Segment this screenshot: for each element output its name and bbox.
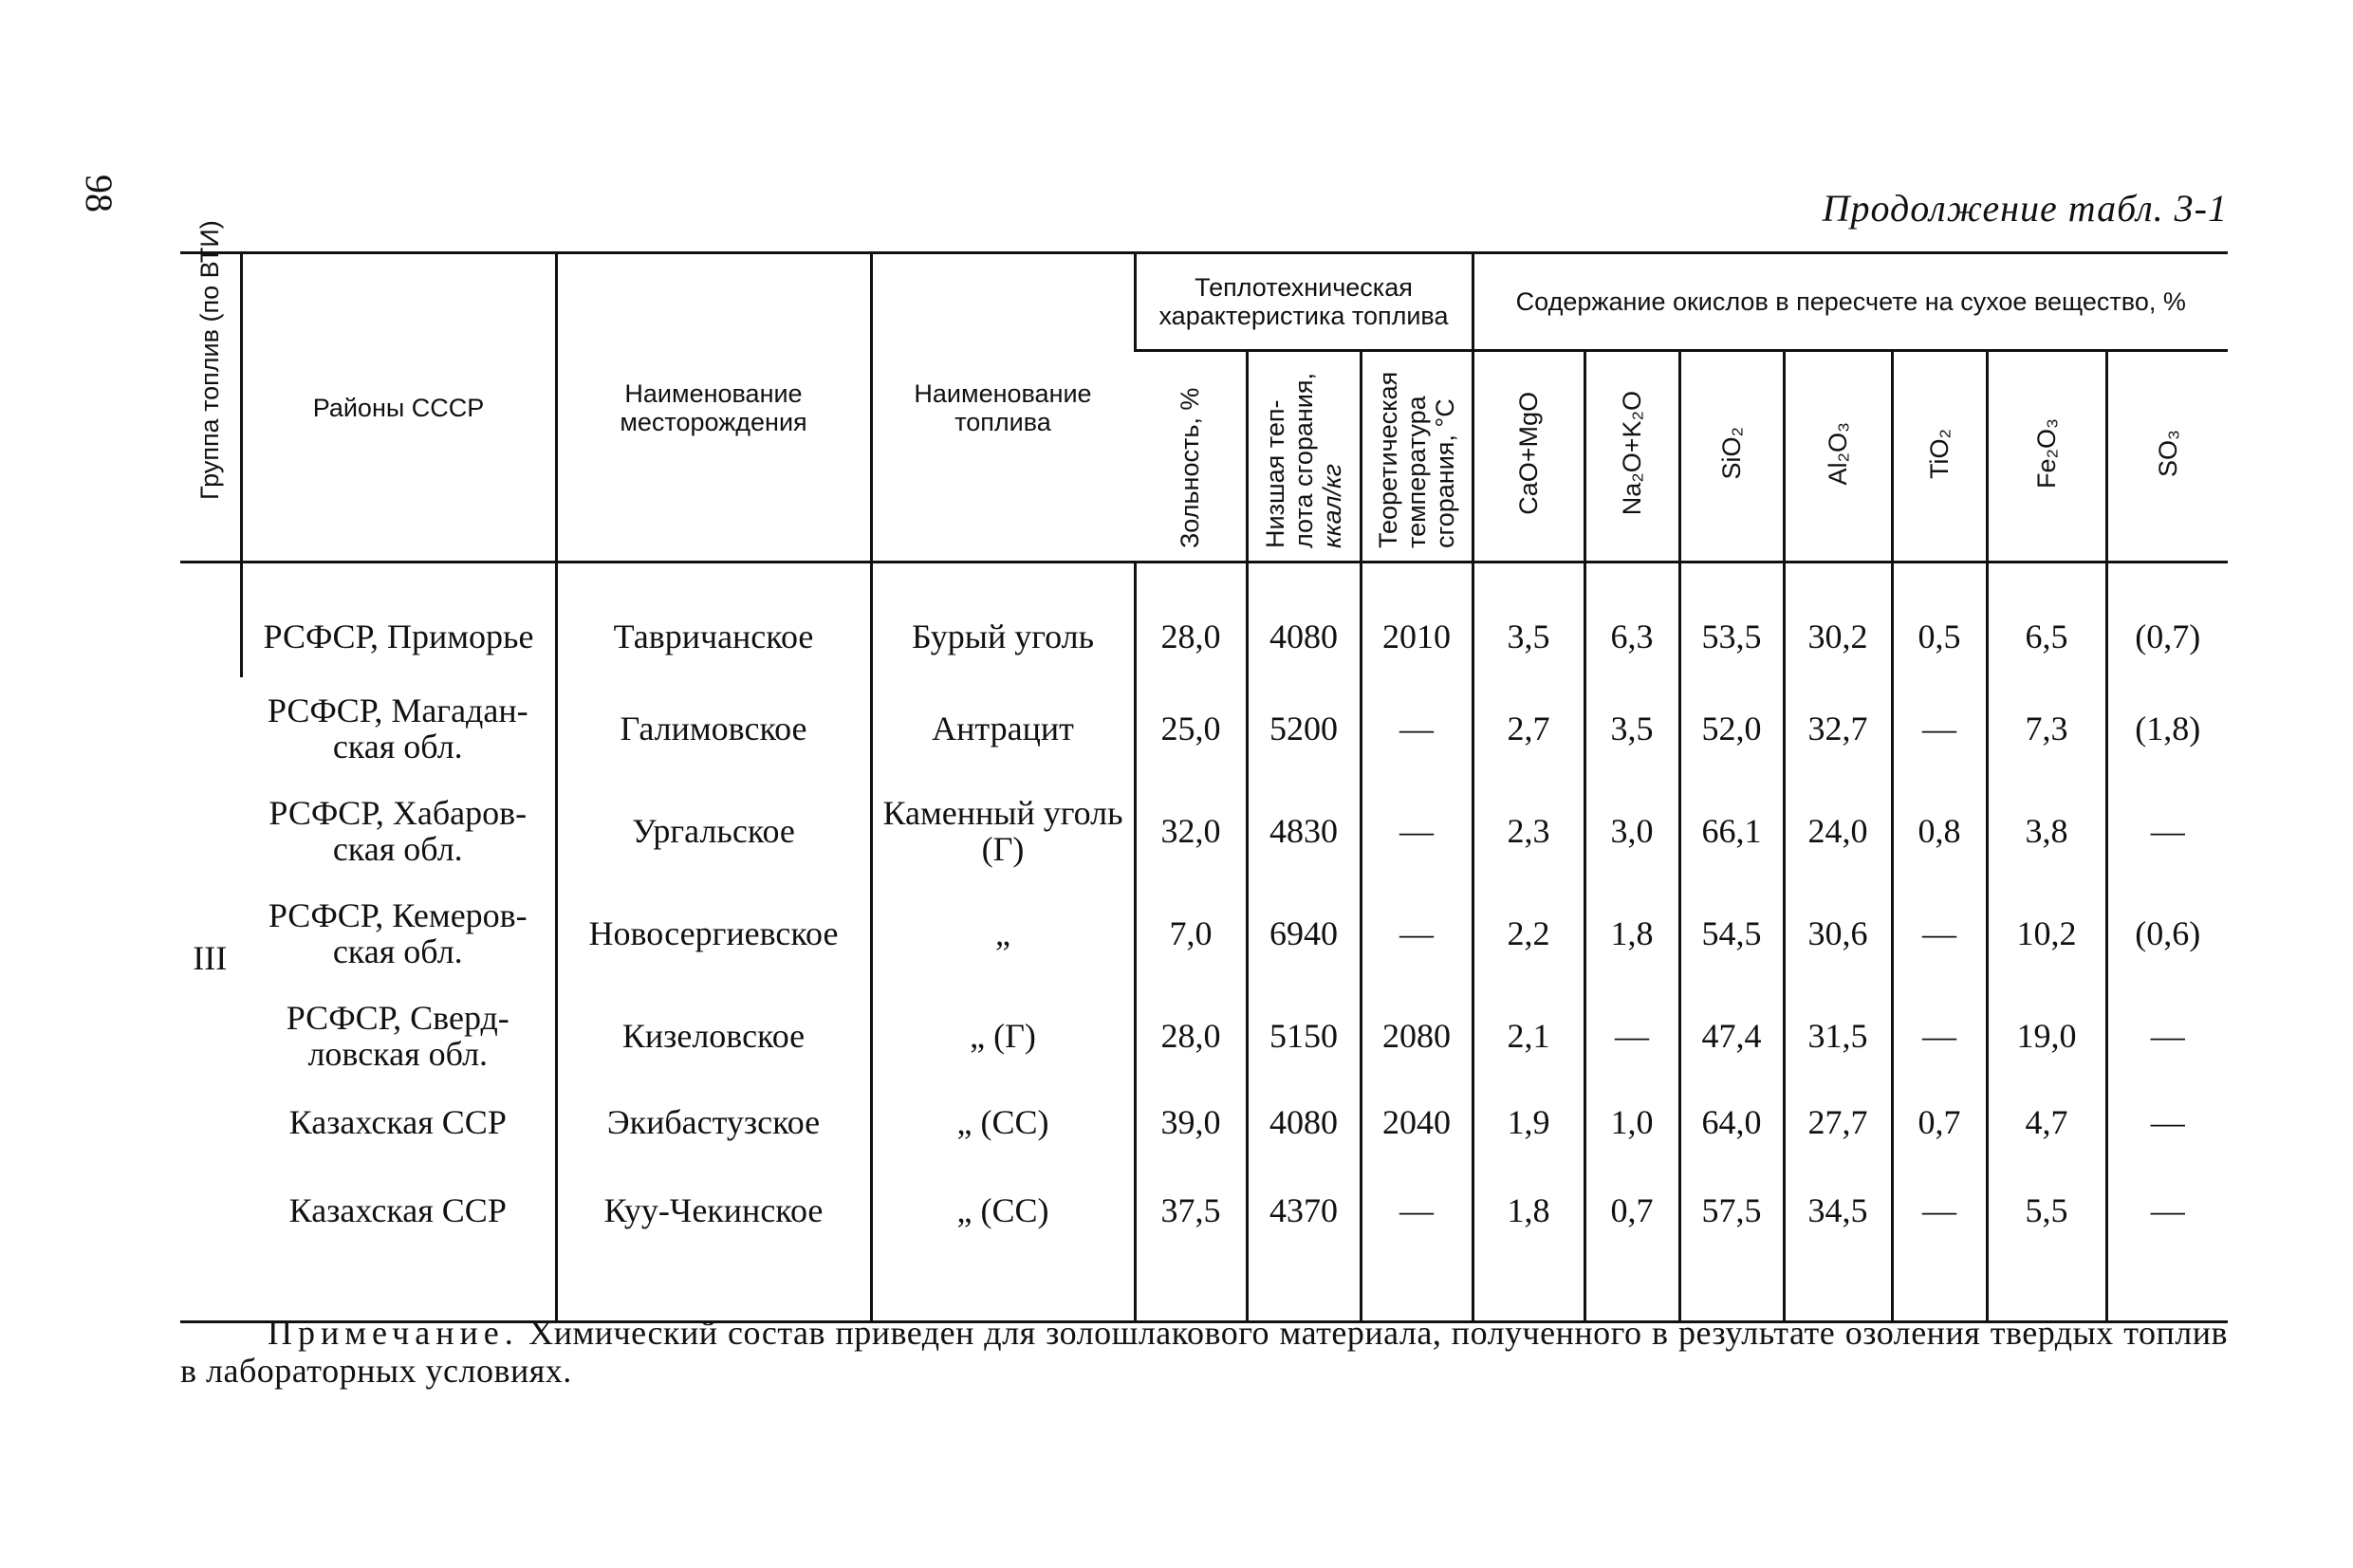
oxide-cell: 0,7 [1584, 1157, 1679, 1322]
header-thermal-group: Теплотехническая характеристика топлива [1135, 253, 1473, 351]
region-cell: Казахская ССР [288, 1103, 507, 1141]
fuel-cell: „ (Г) [871, 985, 1135, 1087]
fuel-cell: Бурый уголь [871, 563, 1135, 678]
oxide-cell: 27,7 [1784, 1087, 1892, 1157]
oxide-cell: 53,5 [1679, 563, 1784, 678]
oxide-cell: 57,5 [1679, 1157, 1784, 1322]
header-oxide [1892, 351, 1987, 563]
oxide-cell: 2,7 [1473, 677, 1584, 780]
table-row [180, 677, 2228, 780]
oxide-cell: 47,4 [1679, 985, 1784, 1087]
oxide-cell: — [2106, 1157, 2228, 1322]
note-text: Химический состав приведен для золошлакового материала, полученного в результате озоления твердых топлив в лабораторных условиях. [180, 1314, 2228, 1390]
fuel-cell: „ [871, 882, 1135, 985]
header-oxide-label: Fe₂O₃ [2032, 418, 2061, 489]
temp-cell: 2040 [1361, 1087, 1473, 1157]
oxide-cell: 4,7 [1987, 1087, 2106, 1157]
header-heat-line2: лота сгорания, [1289, 373, 1318, 548]
oxide-cell: (1,8) [2106, 677, 2228, 780]
heat-cell: 4370 [1247, 1157, 1361, 1322]
header-group-label: Группа топлив (по ВТИ) [195, 219, 225, 500]
table-row [180, 985, 2228, 1087]
heat-cell: 6940 [1247, 882, 1361, 985]
header-oxide-label: CaO+MgO [1514, 392, 1543, 515]
heat-cell: 4080 [1247, 1087, 1361, 1157]
header-deposit: Наименование месторождения [556, 253, 871, 563]
fuel-cell: „ (СС) [871, 1157, 1135, 1322]
header-temp-line1: Теоретическая [1374, 371, 1402, 548]
deposit-cell: Галимовское [556, 677, 871, 780]
oxide-cell: 32,7 [1784, 677, 1892, 780]
ash-cell: 28,0 [1135, 985, 1247, 1087]
oxide-cell: 1,8 [1473, 1157, 1584, 1322]
oxide-cell: 10,2 [1987, 882, 2106, 985]
temp-cell: — [1361, 780, 1473, 882]
fuel-cell: Антрацит [871, 677, 1135, 780]
ash-cell: 39,0 [1135, 1087, 1247, 1157]
header-ash-label: Зольность, % [1176, 387, 1205, 548]
oxide-cell: — [1892, 677, 1987, 780]
header-oxide-label: Na₂O+K₂O [1618, 391, 1646, 516]
table-row [180, 1087, 2228, 1157]
table-note [180, 1314, 2228, 1390]
heat-cell: 5200 [1247, 677, 1361, 780]
oxide-cell: 1,9 [1473, 1087, 1584, 1157]
oxide-cell: (0,7) [2106, 563, 2228, 678]
header-heat-line1: Низшая теп- [1261, 399, 1289, 548]
oxide-cell: — [1892, 882, 1987, 985]
header-oxide-label: SO₃ [2153, 429, 2182, 477]
oxide-cell: 1,8 [1584, 882, 1679, 985]
ash-cell: 7,0 [1135, 882, 1247, 985]
oxide-cell: 3,8 [1987, 780, 2106, 882]
header-oxide [1679, 351, 1784, 563]
header-temp-line2: температура [1402, 396, 1431, 548]
table-row [180, 1157, 2228, 1322]
oxide-cell: — [2106, 1087, 2228, 1157]
oxide-cell: 2,3 [1473, 780, 1584, 882]
deposit-cell: Тавричанское [556, 563, 871, 678]
heat-cell: 4080 [1247, 563, 1361, 678]
deposit-cell: Новосергиевское [556, 882, 871, 985]
header-fuel: Наименование топлива [871, 253, 1135, 563]
heat-cell: 5150 [1247, 985, 1361, 1087]
header-group [180, 219, 241, 563]
oxide-cell: 1,0 [1584, 1087, 1679, 1157]
oxide-cell: 3,0 [1584, 780, 1679, 882]
oxide-cell: 64,0 [1679, 1087, 1784, 1157]
ash-cell: 28,0 [1135, 563, 1247, 678]
oxide-cell: — [2106, 985, 2228, 1087]
table-row [180, 780, 2228, 882]
oxide-cell: — [1892, 1157, 1987, 1322]
fuel-ash-table [180, 219, 2228, 1323]
region-cell: РСФСР, Приморье [241, 563, 556, 678]
oxide-cell: 30,2 [1784, 563, 1892, 678]
region-cell: Казахская ССР [288, 1191, 507, 1229]
oxide-cell: 5,5 [1987, 1157, 2106, 1322]
table-row [180, 882, 2228, 985]
header-regions: Районы СССР [241, 253, 556, 563]
temp-cell: 2010 [1361, 563, 1473, 678]
header-heat-unit: ккал/кг [1318, 463, 1346, 548]
oxide-cell: — [1584, 985, 1679, 1087]
oxide-cell: 3,5 [1584, 677, 1679, 780]
deposit-cell: Экибастузское [556, 1087, 871, 1157]
oxide-cell: (0,6) [2106, 882, 2228, 985]
header-oxide [2106, 351, 2228, 563]
deposit-cell: Кизеловское [556, 985, 871, 1087]
oxide-cell: 6,3 [1584, 563, 1679, 678]
temp-cell: 2080 [1361, 985, 1473, 1087]
fuel-cell: Каменный уголь (Г) [871, 780, 1135, 882]
oxide-cell: — [2106, 780, 2228, 882]
header-temp-line3: сгорания, °С [1431, 398, 1459, 548]
fuel-cell: „ (СС) [871, 1087, 1135, 1157]
oxide-cell: 7,3 [1987, 677, 2106, 780]
oxide-cell: 0,8 [1892, 780, 1987, 882]
oxide-cell: 34,5 [1784, 1157, 1892, 1322]
deposit-cell: Куу-Чекинское [556, 1157, 871, 1322]
data-table [180, 219, 2228, 1323]
oxide-cell: 52,0 [1679, 677, 1784, 780]
region-cell: РСФСР, Магадан-ская обл. [267, 692, 528, 766]
temp-cell: — [1361, 882, 1473, 985]
oxide-cell: 3,5 [1473, 563, 1584, 678]
header-oxides-group: Содержание окислов в пересчете на сухое вещество, % [1473, 253, 2228, 351]
table-row [180, 563, 2228, 678]
temp-cell: — [1361, 1157, 1473, 1322]
oxide-cell: 2,2 [1473, 882, 1584, 985]
table-body [180, 563, 2228, 1322]
page-number: 98 [78, 175, 120, 212]
region-cell: РСФСР, Хабаров-ская обл. [269, 794, 528, 868]
header-temp [1361, 351, 1473, 563]
oxide-cell: 2,1 [1473, 985, 1584, 1087]
header-heat [1247, 351, 1361, 563]
oxide-cell: 0,5 [1892, 563, 1987, 678]
continuation-title: Продолжение табл. 3-1 [1822, 187, 2228, 230]
ash-cell: 37,5 [1135, 1157, 1247, 1322]
header-oxide [1987, 351, 2106, 563]
oxide-cell: 54,5 [1679, 882, 1784, 985]
oxide-cell: 24,0 [1784, 780, 1892, 882]
header-oxide [1473, 351, 1584, 563]
header-oxide-label: TiO₂ [1925, 428, 1954, 479]
table-header [180, 219, 2228, 563]
group-cell: III [193, 939, 228, 977]
deposit-cell: Ургальское [556, 780, 871, 882]
oxide-cell: 6,5 [1987, 563, 2106, 678]
ash-cell: 32,0 [1135, 780, 1247, 882]
oxide-cell: 31,5 [1784, 985, 1892, 1087]
note-label: Примечание. [268, 1314, 519, 1352]
region-cell: РСФСР, Сверд-ловская обл. [286, 999, 510, 1073]
header-oxide-label: SiO₂ [1717, 427, 1746, 480]
region-cell: РСФСР, Кемеров-ская обл. [268, 896, 528, 970]
header-oxide [1584, 351, 1679, 563]
oxide-cell: 66,1 [1679, 780, 1784, 882]
oxide-cell: 0,7 [1892, 1087, 1987, 1157]
heat-cell: 4830 [1247, 780, 1361, 882]
header-ash [1135, 351, 1247, 563]
header-heat-label [1261, 359, 1346, 548]
header-oxide [1784, 351, 1892, 563]
oxide-cell: 30,6 [1784, 882, 1892, 985]
header-temp-label [1374, 359, 1459, 548]
temp-cell: — [1361, 677, 1473, 780]
oxide-cell: — [1892, 985, 1987, 1087]
oxide-cell: 19,0 [1987, 985, 2106, 1087]
header-oxide-label: Al₂O₃ [1824, 421, 1852, 486]
ash-cell: 25,0 [1135, 677, 1247, 780]
